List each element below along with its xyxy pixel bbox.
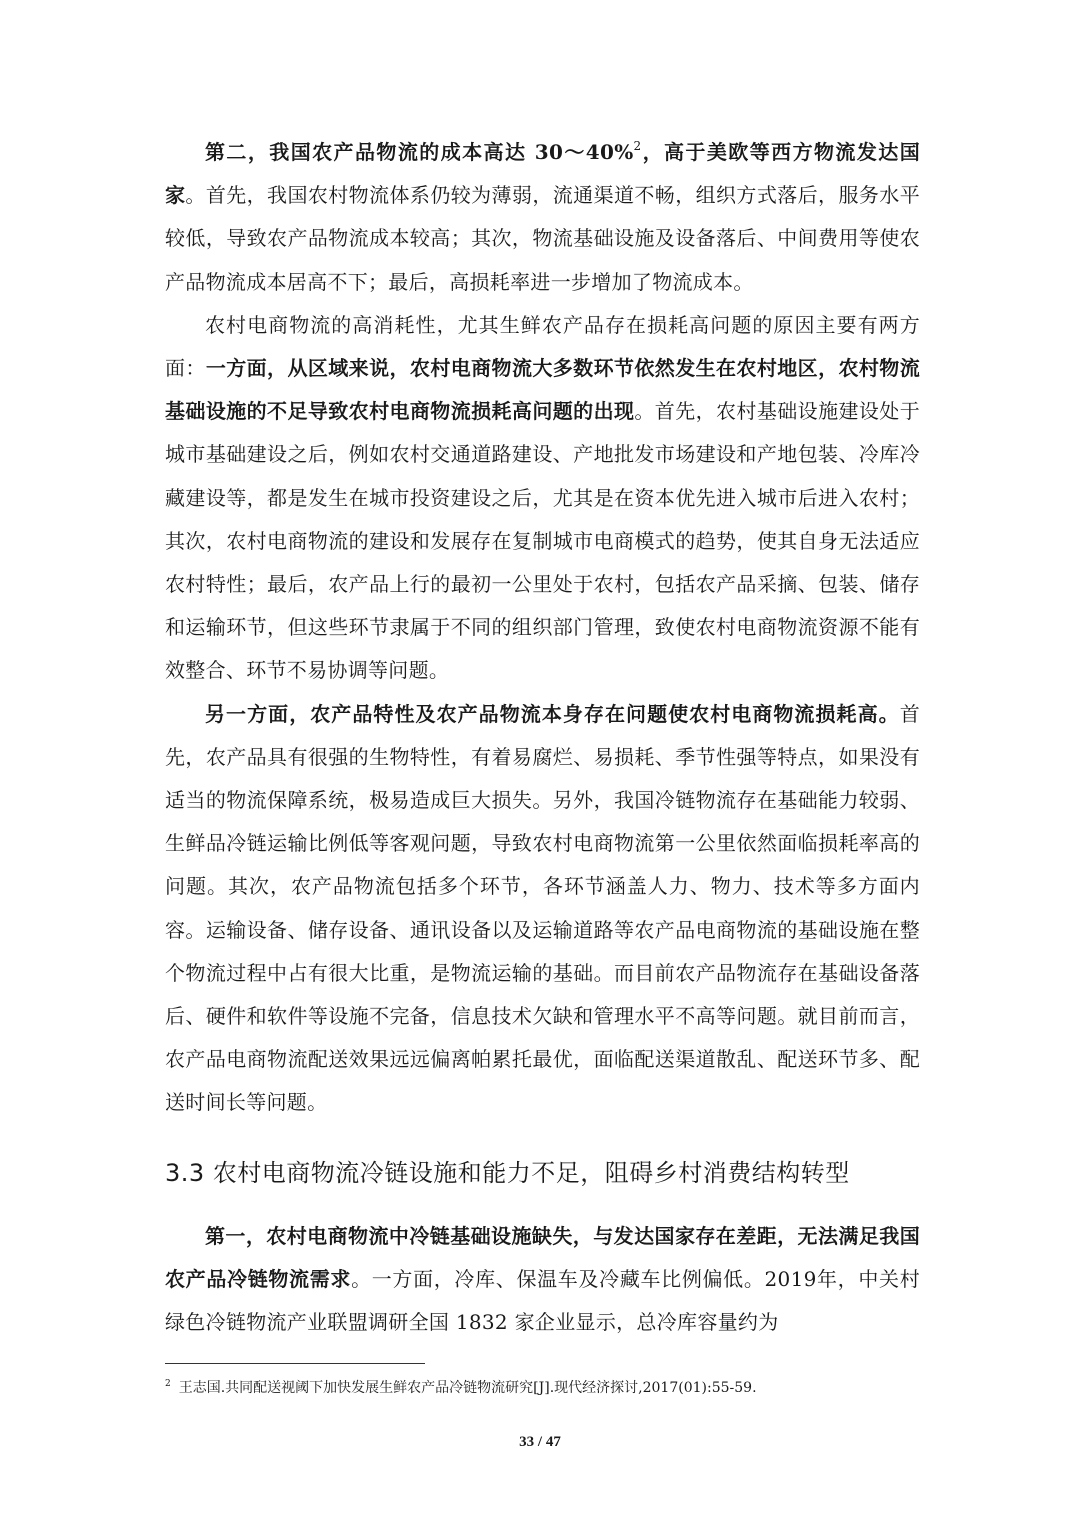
footnote bbox=[165, 1378, 925, 1398]
paragraph-lead: 农村电商物流的高消耗性，尤其生鲜农产品存在损耗高问题的原因主要有两方面： bbox=[165, 312, 920, 381]
footnote-text: 王志国.共同配送视阈下加快发展生鲜农产品冷链物流研究[J].现代经济探讨,2017(01):55-59. bbox=[178, 1380, 757, 1396]
bold-lead: 第二，我国农产品物流的成本高达 30～40% bbox=[205, 140, 634, 164]
page-number: 33 / 47 bbox=[519, 1434, 561, 1450]
paragraph-text: 。首先，我国农村物流体系仍较为薄弱，流通渠道不畅，组织方式落后，服务水平较低，导致农产品物流成本较高；其次，物流基础设施及设备落后、中间费用等使农产品物流成本居高不下；最后，高损耗率进一步增加了物流成本。 bbox=[165, 183, 920, 294]
document-body bbox=[165, 131, 920, 1344]
footnote-number: 2 bbox=[165, 1379, 171, 1389]
paragraph-1 bbox=[165, 131, 920, 304]
footnote-reference[interactable]: 2 bbox=[633, 139, 642, 153]
paragraph-2 bbox=[165, 304, 920, 693]
section-heading: 3.3 农村电商物流冷链设施和能力不足，阻碍乡村消费结构转型 bbox=[165, 1158, 850, 1187]
paragraph-4 bbox=[165, 1215, 920, 1345]
paragraph-text: 。一方面，冷库、保温车及冷藏车比例偏低。2019年，中关村绿色冷链物流产业联盟调研全国 1832 家企业显示，总冷库容量约为 bbox=[165, 1266, 920, 1335]
footnote-divider bbox=[165, 1363, 425, 1364]
bold-tail: ，高于美欧等西方物流发达国家 bbox=[165, 140, 920, 208]
paragraph-text: 。首先，农村基础设施建设处于城市基础建设之后，例如农村交通道路建设、产地批发市场建设和产地包装、冷库冷藏建设等，都是发生在城市投资建设之后，尤其是在资本优先进入城市后进入农村；其次，农村电商物流的建设和发展存在复制城市电商模式的趋势，使其自身无法适应农村特性；最后，农产品上行的最初一公里处于农村，包括农产品采摘、包装、储存和运输环节，但这些环节隶属于不同的组织部门管理，致使农村电商物流资源不能有效整合、环节不易协调等问题。 bbox=[165, 399, 920, 683]
bold-statement: 第一，农村电商物流中冷链基础设施缺失，与发达国家存在差距，无法满足我国农产品冷链物流需求 bbox=[165, 1223, 920, 1291]
bold-statement: 一方面，从区域来说，农村电商物流大多数环节依然发生在农村地区，农村物流基础设施的不足导致农村电商物流损耗高问题的出现 bbox=[165, 356, 921, 424]
bold-statement: 另一方面，农产品特性及农产品物流本身存在问题使农村电商物流损耗高。 bbox=[205, 701, 900, 726]
paragraph-3 bbox=[165, 693, 920, 1125]
paragraph-text: 首先，农产品具有很强的生物特性，有着易腐烂、易损耗、季节性强等特点，如果没有适当的物流保障系统，极易造成巨大损失。另外，我国冷链物流存在基础能力较弱、生鲜品冷链运输比例低等客观问题，导致农村电商物流第一公里依然面临损耗率高的问题。其次，农产品物流包括多个环节，各环节涵盖人力、物力、技术等多方面内容。运输设备、储存设备、通讯设备以及运输道路等农产品电商物流的基础设施在整个物流过程中占有很大比重，是物流运输的基础。而目前农产品物流存在基础设备落后、硬件和软件等设施不完备，信息技术欠缺和管理水平不高等问题。就目前而言，农产品电商物流配送效果远远偏离帕累托最优，面临配送渠道散乱、配送环节多、配送时间长等问题。 bbox=[165, 701, 920, 1115]
